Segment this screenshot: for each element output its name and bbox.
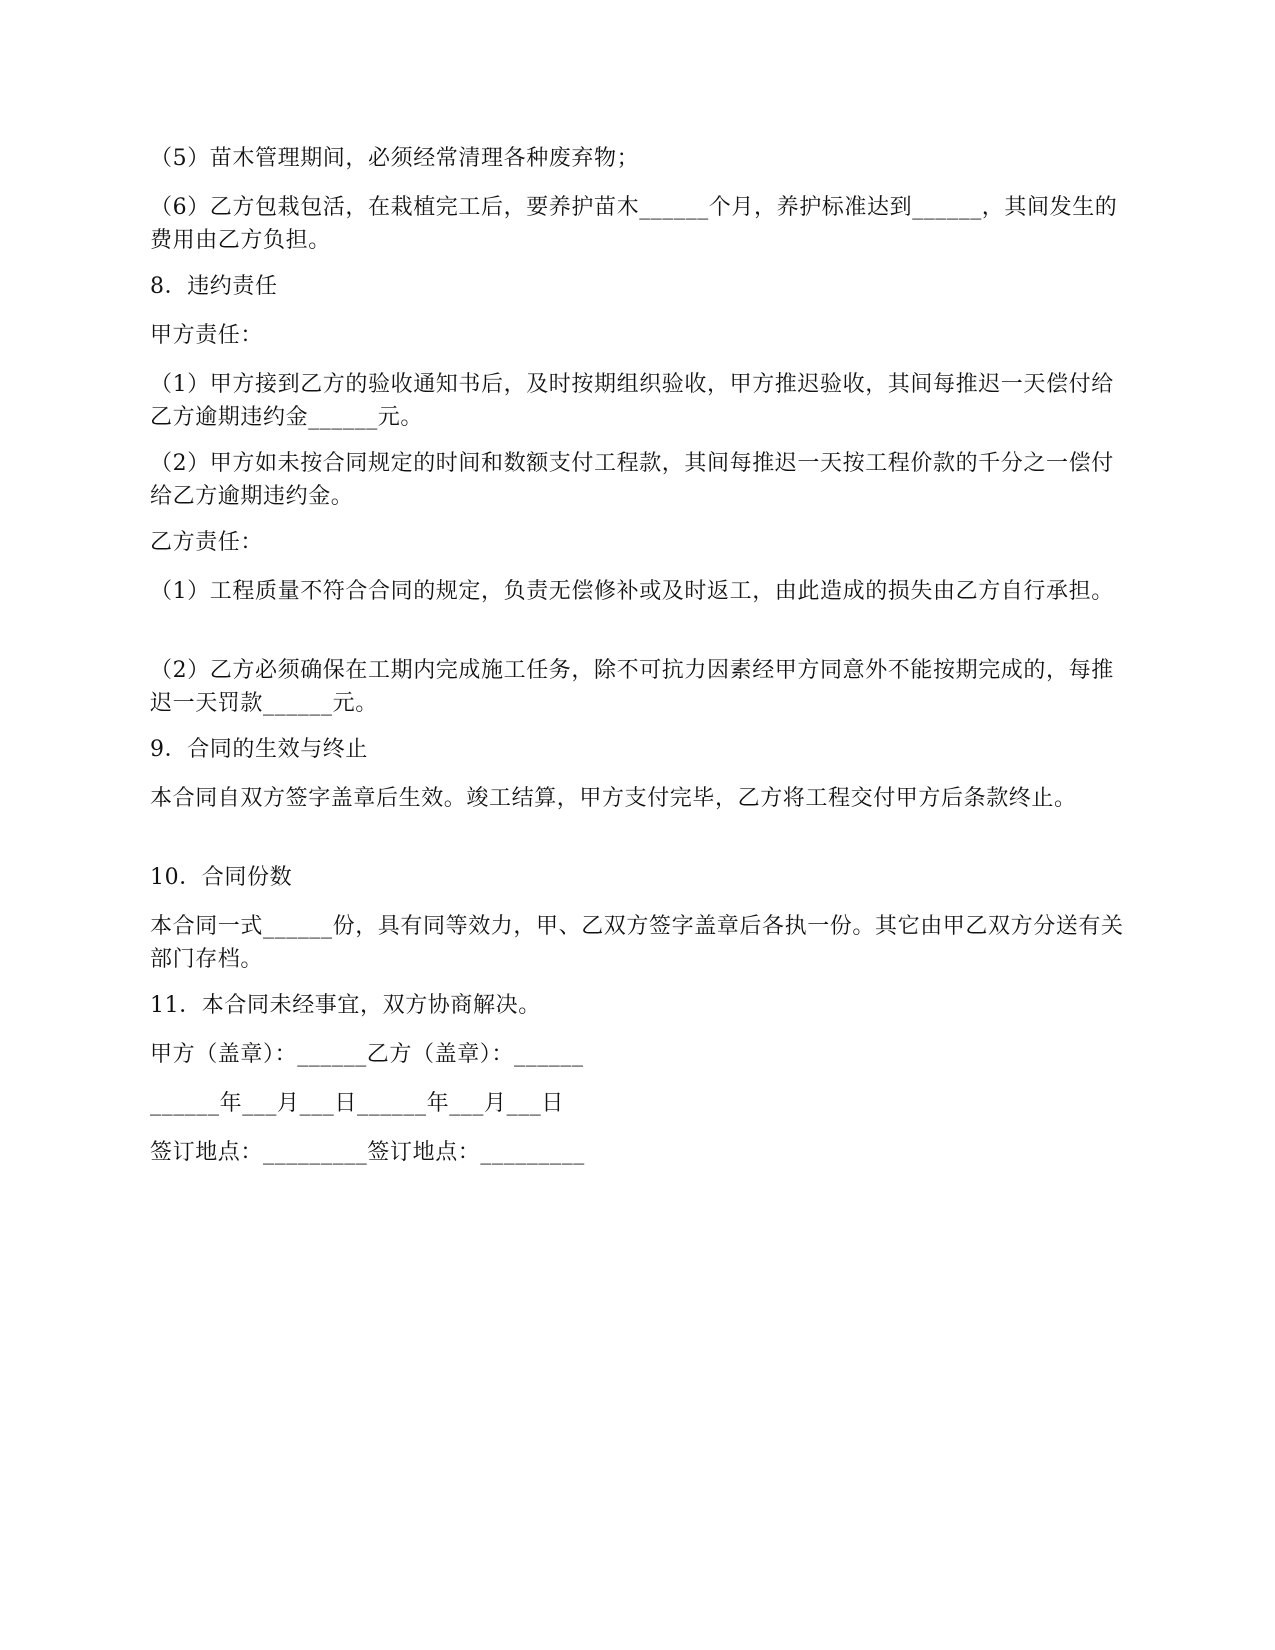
section-heading-9: 9．合同的生效与终止 <box>150 737 368 762</box>
copies-paragraph: 本合同一式______份，具有同等效力，甲、乙双方签字盖章后各执一份。其它由甲乙双方分送有关部门存档。 <box>150 914 1124 972</box>
party-a-item-1: （1）甲方接到乙方的验收通知书后，及时按期组织验收，甲方推迟验收，其间每推迟一天偿付给乙方逾期违约金______元。 <box>150 372 1114 430</box>
party-a-item-2: （2）甲方如未按合同规定的时间和数额支付工程款，其间每推迟一天按工程价款的千分之一偿付给乙方逾期违约金。 <box>150 451 1114 509</box>
seal-line: 甲方（盖章）：______乙方（盖章）：______ <box>150 1042 584 1067</box>
section-heading-10: 10．合同份数 <box>150 865 293 890</box>
party-a-responsibility-heading: 甲方责任： <box>150 323 264 348</box>
clause-7-item-5: （5）苗木管理期间，必须经常清理各种废弃物； <box>150 146 640 171</box>
party-b-item-2: （2）乙方必须确保在工期内完成施工任务，除不可抗力因素经甲方同意外不能按期完成的，每推迟一天罚款______元。 <box>150 658 1114 716</box>
section-heading-8: 8．违约责任 <box>150 274 278 299</box>
document-page <box>150 0 1125 1650</box>
party-b-item-1: （1）工程质量不符合合同的规定，负责无偿修补或及时返工，由此造成的损失由乙方自行承担。 <box>150 579 1114 604</box>
party-b-responsibility-heading: 乙方责任： <box>150 530 264 555</box>
clause-7-item-6: （6）乙方包栽包活，在栽植完工后，要养护苗木______个月，养护标准达到______，其间发生的费用由乙方负担。 <box>150 195 1118 253</box>
effectiveness-paragraph: 本合同自双方签字盖章后生效。竣工结算，甲方支付完毕，乙方将工程交付甲方后条款终止。 <box>150 786 1077 811</box>
section-11-paragraph: 11．本合同未经事宜，双方协商解决。 <box>150 993 541 1018</box>
signing-location-line: 签订地点：_________签订地点：_________ <box>150 1140 585 1165</box>
date-line: ______年___月___日______年___月___日 <box>150 1091 565 1116</box>
